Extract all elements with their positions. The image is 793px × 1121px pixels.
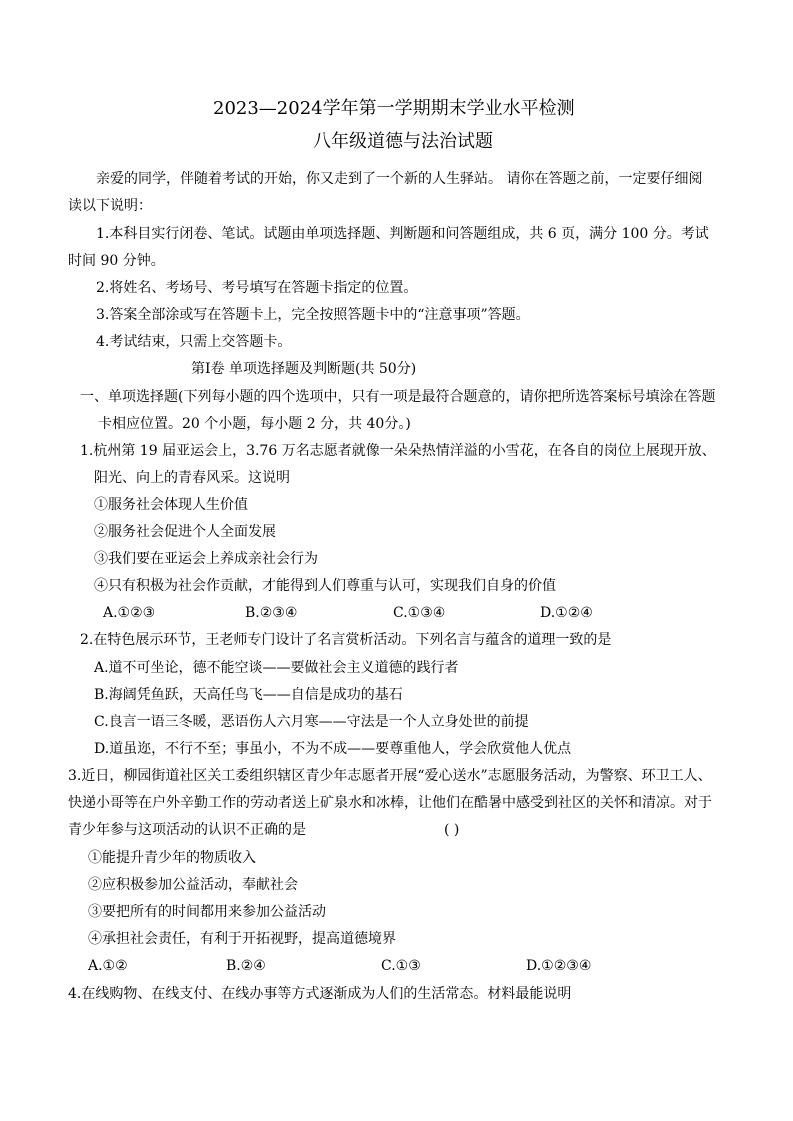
part-1-instruction-line-1: 一、单项选择题(下列每小题的四个选项中，只有一项是最符合题意的，请你把所选答案标号填涂在答题 xyxy=(80,389,716,405)
q3-options xyxy=(0,957,600,975)
q1-option-c: C.①③④ xyxy=(393,605,446,621)
q3-statement-2: ②应积极参加公益活动，奉献社会 xyxy=(88,877,298,893)
exam-title: 2023—2024学年第一学期期末学业水平检测 xyxy=(213,98,575,119)
q2-option-b: B.海阔凭鱼跃，天高任鸟飞——自信是成功的基石 xyxy=(94,687,403,703)
q3-option-c: C.①③ xyxy=(381,958,421,974)
q3-option-d: D.①②③④ xyxy=(526,958,592,974)
q3-stem-line-3: 青少年参与这项活动的认识不正确的是 xyxy=(68,822,306,838)
q3-option-b: B.②④ xyxy=(226,958,266,974)
q1-stem-line-2: 阳光、向上的青春风采。这说明 xyxy=(94,470,290,486)
q1-options xyxy=(0,604,600,622)
q1-statement-3: ③我们要在亚运会上养成亲社会行为 xyxy=(94,551,318,567)
q1-stem-line-1: 1.杭州第 19 届亚运会上，3.76 万名志愿者就像一朵朵热情洋溢的小雪花，在各自的岗位上展现开放、 xyxy=(80,443,716,459)
q1-option-b: B.②③④ xyxy=(245,605,298,621)
q2-option-c: C.良言一语三冬暖，恶语伤人六月寒——守法是一个人立身处世的前提 xyxy=(94,714,529,730)
q3-option-a: A.①② xyxy=(88,958,128,974)
q3-statement-4: ④承担社会责任，有利于开拓视野，提高道德境界 xyxy=(88,931,396,947)
q3-stem-line-2: 快递小哥等在户外辛勤工作的劳动者送上矿泉水和冰棒，让他们在酷暑中感受到社区的关怀和清凉。对于 xyxy=(68,795,712,811)
q3-stem-line-1: 3.近日，柳园街道社区关工委组织辖区青少年志愿者开展“爱心送水”志愿服务活动，为警察、环卫工人、 xyxy=(68,768,712,784)
q1-statement-2: ②服务社会促进个人全面发展 xyxy=(94,524,276,540)
exam-subtitle: 八年级道德与法治试题 xyxy=(313,131,493,152)
intro-line-2: 读以下说明： xyxy=(68,198,152,214)
rule-4: 4.考试结束，只需上交答题卡。 xyxy=(96,334,292,350)
intro-line-1: 亲爱的同学，伴随着考试的开始，你又走到了一个新的人生驿站。 请你在答题之前，一定要仔细阅 xyxy=(96,171,703,187)
part-1-instruction-line-2: 卡相应位置。20 个小题，每小题 2 分，共 40分。) xyxy=(98,416,411,432)
q2-option-d: D.道虽迩，不行不至；事虽小，不为不成——要尊重他人，学会欣赏他人优点 xyxy=(94,741,572,757)
q2-option-a: A.道不可坐论，德不能空谈——要做社会主义道德的践行者 xyxy=(94,660,459,676)
section-heading: 第Ⅰ卷 单项选择题及判断题(共 50分) xyxy=(191,361,417,377)
rule-1-line-1: 1.本科目实行闭卷、笔试。试题由单项选择题、判断题和问答题组成，共 6 页，满分 100 分。考试 xyxy=(96,226,709,242)
q2-stem: 2.在特色展示环节，王老师专门设计了名言赏析活动。下列名言与蕴含的道理一致的是 xyxy=(80,632,612,648)
q1-option-a: A.①②③ xyxy=(103,605,156,621)
q1-statement-4: ④只有积极为社会作贡献，才能得到人们尊重与认可，实现我们自身的价值 xyxy=(94,578,556,594)
q3-statement-1: ①能提升青少年的物质收入 xyxy=(88,850,256,866)
rule-3: 3.答案全部涂或写在答题卡上，完全按照答题卡中的“注意事项”答题。 xyxy=(96,307,530,323)
q1-option-d: D.①②④ xyxy=(540,605,593,621)
rule-1-line-2: 时间 90 分钟。 xyxy=(68,253,165,269)
q3-answer-parentheses: ( ) xyxy=(444,822,460,838)
q3-statement-3: ③要把所有的时间都用来参加公益活动 xyxy=(88,904,326,920)
rule-2: 2.将姓名、考场号、考号填写在答题卡指定的位置。 xyxy=(96,280,418,296)
q4-stem: 4.在线购物、在线支付、在线办事等方式逐渐成为人们的生活常态。材料最能说明 xyxy=(68,986,572,1002)
q1-statement-1: ①服务社会体现人生价值 xyxy=(94,497,248,513)
